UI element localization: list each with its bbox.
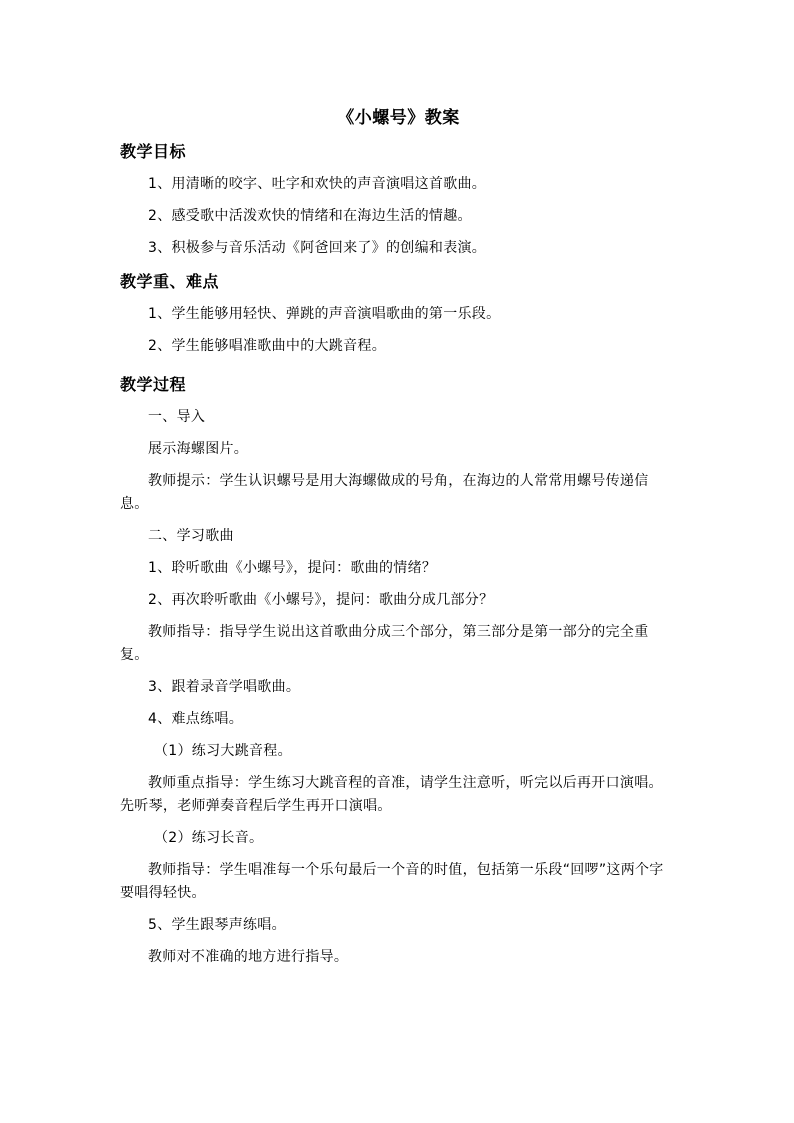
process-item-2: 展示海螺图片。 bbox=[148, 441, 249, 457]
goal-item-2: 2、感受歌中活泼欢快的情绪和在海边生活的情趣。 bbox=[148, 208, 472, 224]
process-item-12: （2）练习长音。 bbox=[154, 830, 264, 846]
goal-item-1: 1、用清晰的咬字、吐字和欢快的声音演唱这首歌曲。 bbox=[148, 176, 487, 192]
section-heading-process: 教学过程 bbox=[120, 375, 187, 394]
process-item-3: 教师提示：学生认识螺号是用大海螺做成的号角，在海边的人常常用螺号传递信息。 bbox=[120, 473, 649, 512]
process-item-15: 教师对不准确的地方进行指导。 bbox=[148, 949, 349, 965]
page-title: 《小螺号》教案 bbox=[337, 108, 460, 128]
goal-item-3: 3、积极参与音乐活动《阿爸回来了》的创编和表演。 bbox=[148, 240, 487, 256]
process-item-6: 2、再次聆听歌曲《小螺号》，提问：歌曲分成几部分？ bbox=[148, 592, 494, 608]
process-item-11: 教师重点指导：学生练习大跳音程的音准，请学生注意听，听完以后再开口演唱。先听琴，老师弹奏音程后学生再开口演唱。 bbox=[120, 775, 663, 814]
process-item-8: 3、跟着录音学唱歌曲。 bbox=[148, 679, 301, 695]
section-heading-goals: 教学目标 bbox=[120, 142, 187, 161]
process-item-10: （1）练习大跳音程。 bbox=[154, 743, 292, 759]
keypoint-item-2: 2、学生能够唱准歌曲中的大跳音程。 bbox=[148, 338, 387, 354]
process-item-9: 4、难点练唱。 bbox=[148, 711, 244, 727]
section-heading-keypoints: 教学重、难点 bbox=[120, 272, 220, 291]
process-item-4: 二、学习歌曲 bbox=[148, 528, 234, 544]
process-item-7: 教师指导：指导学生说出这首歌曲分成三个部分，第三部分是第一部分的完全重复。 bbox=[120, 624, 649, 663]
process-item-1: 一、导入 bbox=[148, 409, 206, 425]
process-item-13: 教师指导：学生唱准每一个乐句最后一个音的时值，包括第一乐段“回啰”这两个字要唱得轻快。 bbox=[120, 862, 664, 901]
keypoint-item-1: 1、学生能够用轻快、弹跳的声音演唱歌曲的第一乐段。 bbox=[148, 306, 501, 322]
process-item-14: 5、学生跟琴声练唱。 bbox=[148, 917, 286, 933]
process-item-5: 1、聆听歌曲《小螺号》，提问：歌曲的情绪？ bbox=[148, 560, 437, 576]
